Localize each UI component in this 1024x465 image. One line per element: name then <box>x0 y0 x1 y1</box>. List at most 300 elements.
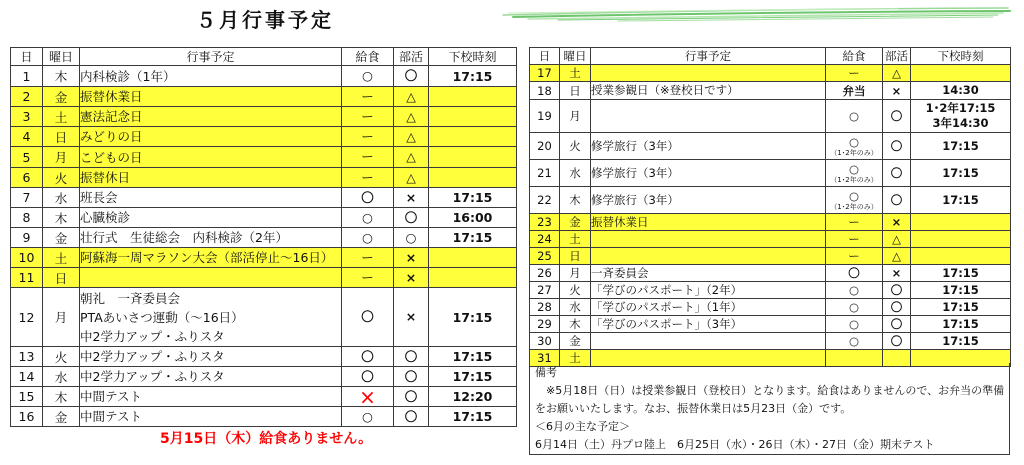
lunch-cell <box>826 333 883 350</box>
weekday-cell: 金 <box>43 228 80 248</box>
club-cell <box>394 228 429 248</box>
lunch-cell <box>826 282 883 299</box>
schedule-row-15 <box>11 387 517 407</box>
club-mark: 〇 <box>890 317 903 331</box>
event-cell <box>80 107 342 127</box>
weekday-cell: 水 <box>43 367 80 387</box>
header-club: 部活 <box>394 48 429 66</box>
dismissal-cell <box>911 133 1011 160</box>
day-cell: 8 <box>11 208 43 228</box>
day-cell: 31 <box>530 350 560 367</box>
lunch-mark: 〇 <box>361 348 374 364</box>
weekday-cell: 木 <box>43 387 80 407</box>
event-cell <box>80 127 342 147</box>
schedule-row-11 <box>11 268 517 288</box>
dismissal-cell <box>429 228 517 248</box>
club-mark: × <box>405 309 417 324</box>
lunch-mark: ○ <box>848 109 860 123</box>
dismissal-time: 17:15 <box>942 165 979 180</box>
weekday-cell: 土 <box>560 350 591 367</box>
lunch-cell <box>826 231 883 248</box>
dismissal-cell <box>429 208 517 228</box>
lunch-cell <box>342 347 394 367</box>
dismissal-cell <box>429 168 517 188</box>
header-event: 行事予定 <box>80 48 342 66</box>
header-row <box>530 48 1011 65</box>
club-cell <box>883 248 911 265</box>
lunch-mark: ー <box>361 128 374 144</box>
club-cell <box>883 299 911 316</box>
club-mark: 〇 <box>404 68 418 83</box>
dismissal-cell <box>911 248 1011 265</box>
club-cell <box>883 100 911 133</box>
dismissal-cell <box>429 387 517 407</box>
schedule-row-26 <box>530 265 1011 282</box>
schedule-row-3 <box>11 107 517 127</box>
day-cell: 25 <box>530 248 560 265</box>
dismissal-cell <box>911 333 1011 350</box>
lunch-mark: ○ <box>848 283 860 297</box>
club-cell <box>883 316 911 333</box>
lunch-cell <box>342 208 394 228</box>
lunch-mark: 〇 <box>848 266 860 280</box>
weekday-cell: 火 <box>43 347 80 367</box>
lunch-mark: ○ <box>362 209 373 225</box>
club-mark: △ <box>892 66 901 80</box>
club-mark: × <box>405 269 417 285</box>
weekday-cell: 金 <box>43 407 80 427</box>
header-day: 日 <box>11 48 43 66</box>
weekday-cell: 水 <box>560 299 591 316</box>
day-cell: 7 <box>11 188 43 208</box>
event-line: 心臓検診 <box>80 210 131 225</box>
lunch-note: （1･2年のみ） <box>830 149 878 157</box>
event-line: 中間テスト <box>80 409 143 424</box>
header-row <box>11 48 517 66</box>
schedule-row-10 <box>11 248 517 268</box>
lunch-cell <box>826 214 883 231</box>
header-weekday: 曜日 <box>560 48 591 65</box>
club-mark: △ <box>892 232 901 246</box>
day-cell: 20 <box>530 133 560 160</box>
event-line: 班長会 <box>80 190 118 205</box>
club-cell <box>394 367 429 387</box>
event-line: 阿蘇海一周マラソン大会（部活停止～16日） <box>80 250 334 265</box>
club-cell <box>883 187 911 214</box>
schedule-row-13 <box>11 347 517 367</box>
event-line: 中2学力アップ・ふりスタ <box>80 349 225 364</box>
dismissal-cell <box>429 127 517 147</box>
club-mark: 〇 <box>404 408 418 424</box>
club-mark: 〇 <box>404 348 418 364</box>
dismissal-time: 17:15 <box>452 369 493 384</box>
event-line: 振替休業日 <box>80 89 143 104</box>
dismissal-cell <box>429 407 517 427</box>
day-cell: 22 <box>530 187 560 214</box>
lunch-cell <box>826 316 883 333</box>
lunch-cell <box>826 187 883 214</box>
event-line: 朝礼 一斉委員会 <box>80 290 181 306</box>
dismissal-cell <box>911 160 1011 187</box>
schedule-row-7 <box>11 188 517 208</box>
lunch-cell <box>342 248 394 268</box>
dismissal-cell <box>911 187 1011 214</box>
event-line: 中間テスト <box>80 389 143 404</box>
dismissal-time: 17:15 <box>942 265 979 280</box>
lunch-cell <box>342 127 394 147</box>
schedule-row-24 <box>530 231 1011 248</box>
club-mark: 〇 <box>890 193 903 207</box>
event-cell <box>80 87 342 107</box>
dismissal-time: 17:15 <box>942 333 979 348</box>
lunch-mark: ー <box>361 269 374 285</box>
event-line: 修学旅行（3年） <box>591 192 679 207</box>
header-weekday: 曜日 <box>43 48 80 66</box>
schedule-row-12 <box>11 288 517 347</box>
club-cell <box>394 107 429 127</box>
event-cell <box>80 347 342 367</box>
dismissal-time: 12:20 <box>452 389 493 404</box>
weekday-cell: 火 <box>43 168 80 188</box>
day-cell: 16 <box>11 407 43 427</box>
day-cell: 17 <box>530 65 560 82</box>
lunch-mark: ○ <box>362 408 373 424</box>
club-mark: × <box>891 266 902 280</box>
day-cell: 5 <box>11 147 43 168</box>
schedule-row-23 <box>530 214 1011 231</box>
schedule-row-17 <box>530 65 1011 82</box>
schedule-table-left <box>10 47 517 427</box>
schedule-body-right <box>530 65 1011 367</box>
event-cell <box>80 367 342 387</box>
dismissal-cell <box>429 87 517 107</box>
lunch-cell <box>342 147 394 168</box>
lunch-cell <box>342 407 394 427</box>
lunch-mark: ー <box>361 169 374 185</box>
weekday-cell: 水 <box>43 188 80 208</box>
weekday-cell: 金 <box>560 214 591 231</box>
club-cell <box>394 347 429 367</box>
event-cell <box>80 208 342 228</box>
lunch-cell <box>342 228 394 248</box>
club-cell <box>883 82 911 100</box>
header-lunch: 給食 <box>342 48 394 66</box>
schedule-row-9 <box>11 228 517 248</box>
event-cell <box>591 265 826 282</box>
schedule-row-2 <box>11 87 517 107</box>
schedule-row-6 <box>11 168 517 188</box>
event-cell <box>80 147 342 168</box>
lunch-cell <box>826 133 883 160</box>
schedule-row-4 <box>11 127 517 147</box>
dismissal-time: 17:15 <box>942 316 979 331</box>
dismissal-cell <box>429 66 517 87</box>
club-cell <box>394 288 429 347</box>
event-cell <box>591 100 826 133</box>
club-cell <box>394 168 429 188</box>
day-cell: 14 <box>11 367 43 387</box>
weekday-cell: 木 <box>560 187 591 214</box>
lunch-cell <box>826 100 883 133</box>
lunch-cell <box>342 168 394 188</box>
lunch-cell <box>342 107 394 127</box>
lunch-cell <box>342 66 394 87</box>
weekday-cell: 月 <box>560 100 591 133</box>
schedule-row-19 <box>530 100 1011 133</box>
club-cell <box>394 127 429 147</box>
event-line: 「学びのパスポート」（1年） <box>591 299 743 314</box>
day-cell: 12 <box>11 288 43 347</box>
lunch-cell <box>342 288 394 347</box>
event-line: 一斉委員会 <box>591 265 649 280</box>
lunch-cell <box>342 87 394 107</box>
event-line: 中2学力アップ・ふりスタ <box>80 328 225 344</box>
weekday-cell: 日 <box>560 248 591 265</box>
remarks-line: ※5月18日（日）は授業参観日（登校日）となります。給食はありませんので、お弁当の準備 <box>546 384 1005 397</box>
club-cell <box>883 160 911 187</box>
event-cell <box>80 66 342 87</box>
club-mark: △ <box>406 88 416 104</box>
event-cell <box>591 160 826 187</box>
lunch-mark: 弁当 <box>842 83 866 98</box>
event-line: 振替休業日 <box>591 214 649 229</box>
dismissal-cell <box>429 248 517 268</box>
event-cell <box>591 65 826 82</box>
event-cell <box>80 168 342 188</box>
dismissal-cell <box>911 282 1011 299</box>
weekday-cell: 日 <box>560 82 591 100</box>
event-cell <box>80 268 342 288</box>
event-cell <box>591 214 826 231</box>
lunch-mark: ○ <box>848 135 860 149</box>
event-cell <box>591 316 826 333</box>
dismissal-time: 17:15 <box>942 282 979 297</box>
lunch-mark: ○ <box>848 162 860 176</box>
dismissal-cell <box>911 316 1011 333</box>
dismissal-time: 14:30 <box>942 83 979 97</box>
event-line: 「学びのパスポート」（2年） <box>591 282 743 297</box>
dismissal-cell <box>911 265 1011 282</box>
club-mark: △ <box>892 249 901 263</box>
lunch-cell <box>826 299 883 316</box>
lunch-mark: ○ <box>848 300 860 314</box>
event-cell <box>80 288 342 347</box>
lunch-mark: 〇 <box>361 189 374 205</box>
club-cell <box>883 133 911 160</box>
day-cell: 26 <box>530 265 560 282</box>
club-cell <box>394 66 429 87</box>
dismissal-time: 17:15 <box>942 138 979 153</box>
dismissal-cell <box>911 100 1011 133</box>
schedule-table-right <box>529 47 1011 367</box>
weekday-cell: 火 <box>560 133 591 160</box>
club-cell <box>883 265 911 282</box>
day-cell: 11 <box>11 268 43 288</box>
header-event: 行事予定 <box>591 48 826 65</box>
schedule-row-20 <box>530 133 1011 160</box>
weekday-cell: 水 <box>560 160 591 187</box>
club-mark: 〇 <box>404 368 418 384</box>
club-mark: × <box>891 83 902 98</box>
event-cell <box>591 133 826 160</box>
dismissal-time: 17:15 <box>452 190 493 205</box>
weekday-cell: 月 <box>43 288 80 347</box>
lunch-cell <box>826 65 883 82</box>
club-cell <box>883 65 911 82</box>
day-cell: 9 <box>11 228 43 248</box>
weekday-cell: 土 <box>560 65 591 82</box>
weekday-cell: 木 <box>43 66 80 87</box>
event-cell <box>591 248 826 265</box>
club-mark: △ <box>406 128 416 144</box>
club-mark: △ <box>406 149 416 164</box>
dismissal-time: 1･2年17:15 <box>925 101 996 115</box>
schedule-body-left <box>11 66 517 427</box>
dismissal-cell <box>429 347 517 367</box>
event-line: 憲法記念日 <box>80 109 143 124</box>
event-line: 壮行式 生徒総会 内科検診（2年） <box>80 230 288 245</box>
dismissal-cell <box>911 231 1011 248</box>
day-cell: 3 <box>11 107 43 127</box>
club-mark: × <box>405 249 417 265</box>
weekday-cell: 金 <box>43 87 80 107</box>
club-mark: 〇 <box>404 209 418 225</box>
day-cell: 28 <box>530 299 560 316</box>
event-cell <box>80 387 342 407</box>
schedule-row-16 <box>11 407 517 427</box>
event-cell <box>80 228 342 248</box>
club-cell <box>394 188 429 208</box>
header-lunch: 給食 <box>826 48 883 65</box>
day-cell: 29 <box>530 316 560 333</box>
day-cell: 1 <box>11 66 43 87</box>
day-cell: 30 <box>530 333 560 350</box>
dismissal-time: 17:15 <box>942 192 979 207</box>
dismissal-cell <box>429 268 517 288</box>
club-cell <box>394 268 429 288</box>
weekday-cell: 金 <box>560 333 591 350</box>
club-mark: × <box>891 215 902 229</box>
event-cell <box>591 333 826 350</box>
lunch-mark: ー <box>361 108 374 124</box>
lunch-mark: ○ <box>848 189 860 203</box>
lunch-mark: × <box>359 386 376 407</box>
day-cell: 2 <box>11 87 43 107</box>
event-cell <box>591 187 826 214</box>
weekday-cell: 土 <box>43 107 80 127</box>
event-cell <box>80 188 342 208</box>
weekday-cell: 日 <box>43 127 80 147</box>
event-cell <box>591 231 826 248</box>
lunch-mark: ○ <box>362 68 373 83</box>
weekday-cell: 木 <box>560 316 591 333</box>
day-cell: 24 <box>530 231 560 248</box>
dismissal-time: 17:15 <box>452 409 493 424</box>
club-mark: × <box>405 189 417 205</box>
club-cell <box>394 248 429 268</box>
schedule-row-14 <box>11 367 517 387</box>
header-day: 日 <box>530 48 560 65</box>
day-cell: 27 <box>530 282 560 299</box>
schedule-row-22 <box>530 187 1011 214</box>
dismissal-cell <box>429 188 517 208</box>
day-cell: 10 <box>11 248 43 268</box>
remarks-heading: 備考 <box>535 366 557 379</box>
event-line: 授業参観日（※登校日です） <box>591 83 739 97</box>
event-line: 内科検診（1年） <box>80 68 176 84</box>
dismissal-cell <box>911 65 1011 82</box>
weekday-cell: 木 <box>43 208 80 228</box>
club-cell <box>394 87 429 107</box>
lunch-cell <box>342 268 394 288</box>
schedule-row-27 <box>530 282 1011 299</box>
club-cell <box>394 407 429 427</box>
day-cell: 21 <box>530 160 560 187</box>
dismissal-time: 3年14:30 <box>932 116 989 130</box>
club-cell <box>883 282 911 299</box>
weekday-cell: 火 <box>560 282 591 299</box>
dismissal-cell <box>429 147 517 168</box>
lunch-cell <box>826 160 883 187</box>
lunch-mark: ー <box>848 249 860 263</box>
event-line: こどもの日 <box>80 149 143 165</box>
lunch-mark: 〇 <box>361 368 374 384</box>
header-dismissal: 下校時刻 <box>911 48 1011 65</box>
club-mark: 〇 <box>404 388 418 404</box>
club-mark: 〇 <box>890 334 903 348</box>
club-mark: △ <box>406 169 416 185</box>
lunch-mark: ー <box>848 66 860 80</box>
day-cell: 6 <box>11 168 43 188</box>
event-cell <box>80 407 342 427</box>
schedule-row-5 <box>11 147 517 168</box>
club-cell <box>883 214 911 231</box>
event-cell <box>591 82 826 100</box>
dismissal-time: 17:15 <box>452 349 493 364</box>
header-club: 部活 <box>883 48 911 65</box>
dismissal-cell <box>429 367 517 387</box>
lunch-cell <box>826 265 883 282</box>
lunch-mark: ー <box>361 88 374 104</box>
weekday-cell: 月 <box>560 265 591 282</box>
lunch-cell <box>826 82 883 100</box>
dismissal-time: 17:15 <box>452 68 493 84</box>
lunch-mark: ー <box>848 232 860 246</box>
lunch-mark: ○ <box>848 317 860 331</box>
event-line: 修学旅行（3年） <box>591 138 679 153</box>
club-cell <box>883 333 911 350</box>
schedule-row-8 <box>11 208 517 228</box>
dismissal-cell <box>911 299 1011 316</box>
schedule-row-28 <box>530 299 1011 316</box>
club-cell <box>394 387 429 407</box>
weekday-cell: 土 <box>560 231 591 248</box>
club-mark: 〇 <box>890 139 903 153</box>
schedule-row-18 <box>530 82 1011 100</box>
lunch-mark: ー <box>848 215 860 229</box>
lunch-note: （1･2年のみ） <box>830 203 878 211</box>
club-mark: ○ <box>405 229 417 245</box>
header-dismissal: 下校時刻 <box>429 48 517 66</box>
dismissal-cell <box>911 82 1011 100</box>
club-mark: 〇 <box>890 300 903 314</box>
lunch-note: （1･2年のみ） <box>830 176 878 184</box>
weekday-cell: 日 <box>43 268 80 288</box>
schedule-row-29 <box>530 316 1011 333</box>
dismissal-time: 17:15 <box>942 299 979 314</box>
remarks-line: をお願いいたします。なお、振替休業日は5月23日（金）です。 <box>535 402 852 415</box>
event-line: みどりの日 <box>80 129 143 144</box>
